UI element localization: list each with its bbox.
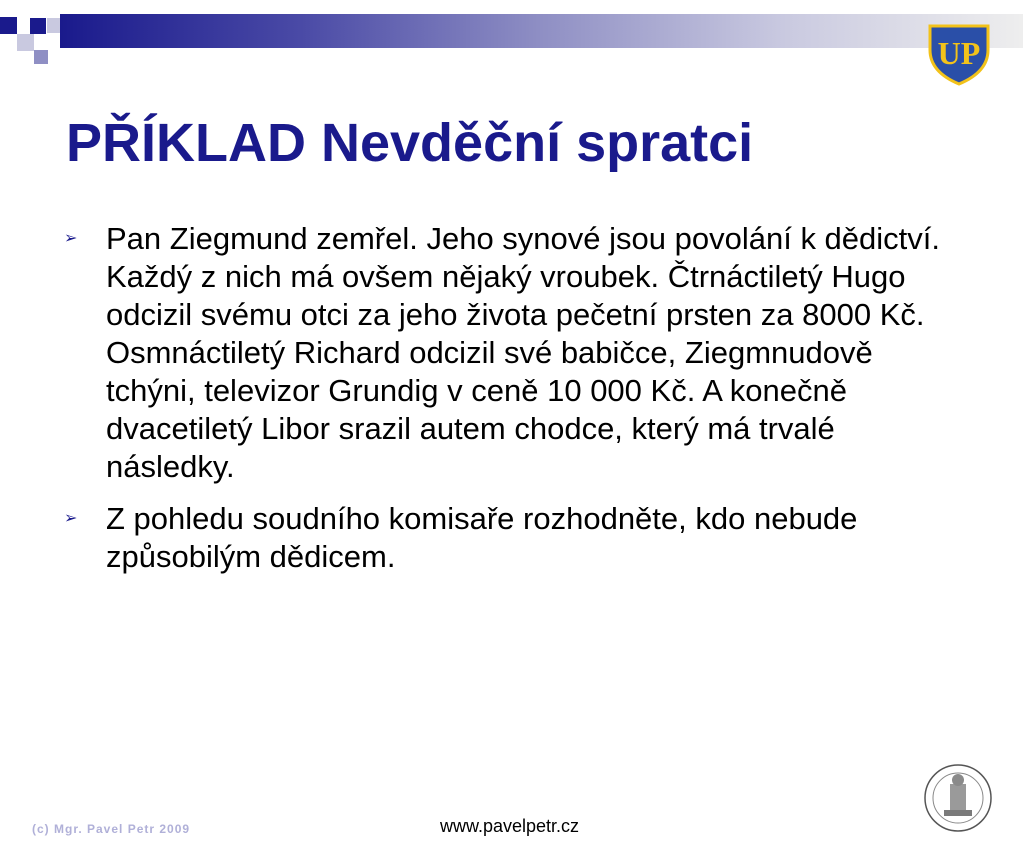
list-item: [62, 500, 962, 576]
footer-website-link[interactable]: www.pavelpetr.cz: [440, 816, 580, 836]
footer-copyright: (c) Mgr. Pavel Petr 2009: [32, 822, 191, 836]
bullet-text: Z pohledu soudního komisaře rozhodněte, kdo nebude způsobilým dědicem.: [106, 501, 858, 574]
faculty-seal-icon: [922, 762, 994, 834]
chevron-right-icon: ➢: [64, 510, 78, 527]
slide-title: PŘÍKLAD Nevděční spratci: [66, 113, 754, 173]
logo-letters: UP: [937, 35, 981, 71]
corner-squares-decoration: [0, 0, 60, 64]
bullet-list: [62, 220, 962, 590]
bullet-text: Pan Ziegmund zemřel. Jeho synové jsou povolání k dědictví. Každý z nich má ovšem nějaký vroubek. Čtrnáctiletý Hugo odcizil svému otci za jeho života pečetní prsten za 8000 Kč. Osmnáctiletý Richard odcizil své babičce, Ziegmnudově tchýni, televizor Grundig v ceně 10 000 Kč. A konečně dvacetiletý Libor srazil autem chodce, který má trvalé následky.: [106, 221, 941, 484]
chevron-right-icon: ➢: [64, 230, 78, 247]
university-logo: [924, 20, 994, 88]
list-item: [62, 220, 962, 486]
header-gradient-bar: [60, 14, 1023, 48]
